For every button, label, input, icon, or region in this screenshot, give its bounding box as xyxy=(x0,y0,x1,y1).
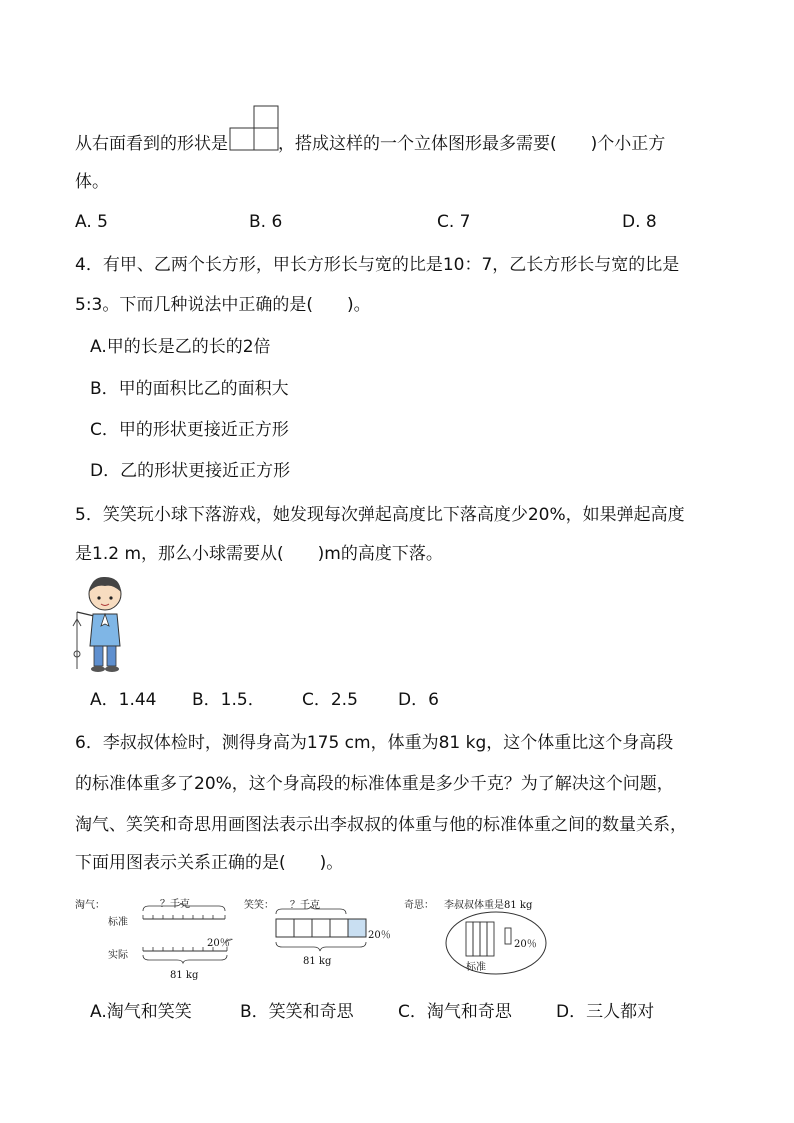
q6-line4: 下面用图表示关系正确的是( )。 xyxy=(75,853,344,873)
right-view-figure xyxy=(228,126,278,150)
taoqi-percent-label: 20％ xyxy=(207,938,230,949)
q4-option-b[interactable]: B．甲的面积比乙的面积大 xyxy=(90,379,289,399)
qisi-caption: 李叔叔体重是81 kg xyxy=(444,900,533,911)
q3-line1-pre: 从右面看到的形状是 xyxy=(75,134,228,154)
girl-ball-illustration xyxy=(68,574,130,676)
q4-option-d[interactable]: D．乙的形状更接近正方形 xyxy=(90,461,291,481)
qisi-standard-label: 标准 xyxy=(466,962,486,973)
xiaoxiao-top-label: ？千克 xyxy=(290,900,320,911)
q5-option-b[interactable]: B．1.5． xyxy=(192,690,265,710)
q5-line1: 5．笑笑玩小球下落游戏，她发现每次弹起高度比下落高度少20%，如果弹起高度 xyxy=(75,505,685,525)
q4-line2: 5:3。下而几种说法中正确的是( )。 xyxy=(75,295,371,315)
xiaoxiao-name: 笑笑： xyxy=(244,900,274,911)
q3-line2: 体。 xyxy=(75,172,109,192)
q4-option-c[interactable]: C．甲的形状更接近正方形 xyxy=(90,420,289,440)
taoqi-top-label: ？千克 xyxy=(160,899,190,910)
q6-option-a[interactable]: A.淘气和笑笑 xyxy=(90,1002,192,1022)
q5-option-c[interactable]: C．2.5 xyxy=(302,690,358,710)
taoqi-name: 淘气： xyxy=(75,900,105,911)
taoqi-actual-label: 实际 xyxy=(108,950,128,961)
q3-line1-post: ，搭成这样的一个立体图形最多需要( )个小正方 xyxy=(278,134,666,154)
xiaoxiao-bottom-label: 81 kg xyxy=(303,956,332,967)
xiaoxiao-percent-label: 20％ xyxy=(368,930,391,941)
taoqi-segment-diagram xyxy=(135,903,245,978)
cube-view-icon xyxy=(228,104,280,152)
q4-option-a[interactable]: A.甲的长是乙的长的2倍 xyxy=(90,337,271,357)
q6-option-d[interactable]: D．三人都对 xyxy=(556,1002,655,1022)
xiaoxiao-bar-diagram xyxy=(270,906,370,956)
q6-line2: 的标准体重多了20%，这个身高段的标准体重是多少千克？为了解决这个问题， xyxy=(75,774,674,794)
q5-line2: 是1.2 m，那么小球需要从( )m的高度下落。 xyxy=(75,544,443,564)
qisi-name: 奇思： xyxy=(404,900,434,911)
taoqi-standard-label: 标准 xyxy=(108,917,128,928)
qisi-percent-label: 20％ xyxy=(514,939,537,950)
q5-option-d[interactable]: D．6 xyxy=(398,690,439,710)
q3-option-c[interactable]: C. 7 xyxy=(437,212,471,232)
q6-line3: 淘气、笑笑和奇思用画图法表示出李叔叔的体重与他的标准体重之间的数量关系， xyxy=(75,815,687,835)
q6-option-c[interactable]: C．淘气和奇思 xyxy=(398,1002,512,1022)
q3-line1 xyxy=(75,132,665,156)
q5-option-a[interactable]: A．1.44 xyxy=(90,690,157,710)
q6-line1: 6．李叔叔体检时，测得身高为175 cm，体重为81 kg，这个体重比这个身高段 xyxy=(75,733,674,753)
q4-line1: 4．有甲、乙两个长方形，甲长方形长与宽的比是10：7，乙长方形长与宽的比是 xyxy=(75,255,680,275)
q3-option-d[interactable]: D. 8 xyxy=(622,212,657,232)
q3-option-b[interactable]: B. 6 xyxy=(249,212,283,232)
q3-option-a[interactable]: A. 5 xyxy=(75,212,108,232)
taoqi-bottom-label: 81 kg xyxy=(170,970,199,981)
q6-option-b[interactable]: B．笑笑和奇思 xyxy=(240,1002,354,1022)
